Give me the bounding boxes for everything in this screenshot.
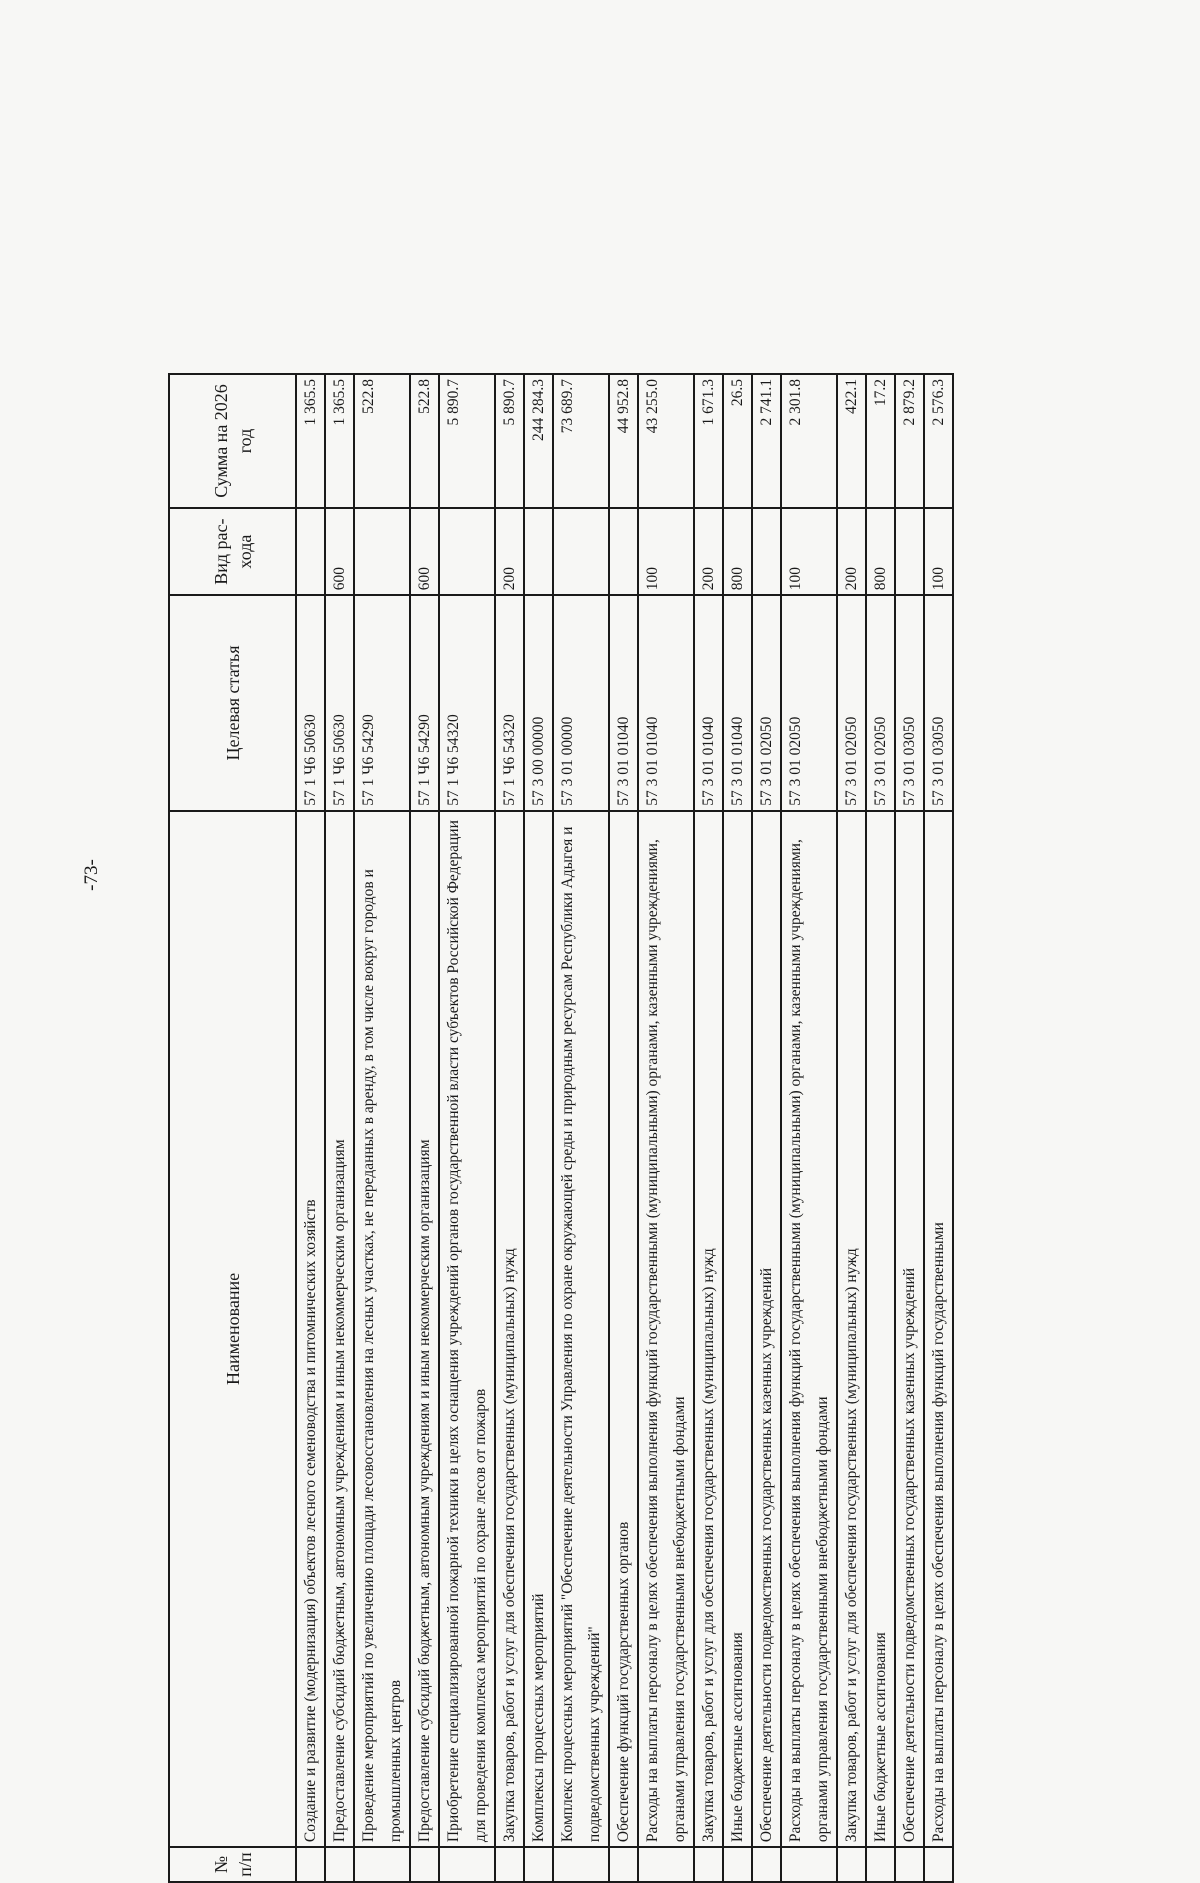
cell-sum: 44 952.8 xyxy=(609,374,638,508)
cell-code: 57 1 Ч6 50630 xyxy=(296,595,325,810)
cell-num xyxy=(638,1847,694,1882)
table-row xyxy=(694,374,723,1882)
table-row xyxy=(524,374,553,1882)
table-row xyxy=(325,374,354,1882)
cell-sum: 522.8 xyxy=(354,374,410,508)
table-row xyxy=(296,374,325,1882)
cell-name: Расходы на выплаты персоналу в целях обеспечения выполнения функций государственными (муниципальными) органами, казенными учреждениями, органами управления государственными внебюджетными фондами xyxy=(638,811,694,1847)
cell-sum: 1 671.3 xyxy=(694,374,723,508)
cell-sum: 5 890.7 xyxy=(439,374,495,508)
cell-name: Обеспечение деятельности подведомственных государственных казенных учреждений xyxy=(895,811,924,1847)
cell-type: 800 xyxy=(723,508,752,595)
cell-code: 57 3 01 00000 xyxy=(553,595,609,810)
cell-num xyxy=(524,1847,553,1882)
cell-name: Проведение мероприятий по увеличению площади лесовосстановления на лесных участках, не переданных в аренду, в том числе вокруг городов и промышленных центров xyxy=(354,811,410,1847)
cell-code: 57 3 01 03050 xyxy=(895,595,924,810)
cell-sum: 26.5 xyxy=(723,374,752,508)
cell-num xyxy=(325,1847,354,1882)
table-header-row xyxy=(169,374,296,1882)
cell-name: Закупка товаров, работ и услуг для обеспечения государственных (муниципальных) нужд xyxy=(694,811,723,1847)
cell-name: Комплекс процессных мероприятий "Обеспечение деятельности Управления по охране окружающей среды и природным ресурсам Республики Адыгея и подведомственных учреждений" xyxy=(553,811,609,1847)
cell-name: Расходы на выплаты персоналу в целях обеспечения выполнения функций государственными xyxy=(924,811,953,1847)
cell-num xyxy=(354,1847,410,1882)
cell-code: 57 3 01 03050 xyxy=(924,595,953,810)
cell-name: Закупка товаров, работ и услуг для обеспечения государственных (муниципальных) нужд xyxy=(837,811,866,1847)
cell-sum: 2 301.8 xyxy=(781,374,837,508)
cell-type xyxy=(895,508,924,595)
cell-type xyxy=(524,508,553,595)
cell-num xyxy=(837,1847,866,1882)
cell-code: 57 1 Ч6 54290 xyxy=(410,595,439,810)
cell-type: 200 xyxy=(495,508,524,595)
header-name: Наименование xyxy=(169,811,296,1847)
header-type: Вид рас- хода xyxy=(169,508,296,595)
table-row xyxy=(752,374,781,1882)
table-row xyxy=(609,374,638,1882)
cell-code: 57 1 Ч6 54320 xyxy=(495,595,524,810)
cell-num xyxy=(495,1847,524,1882)
cell-sum: 2 879.2 xyxy=(895,374,924,508)
cell-name: Обеспечение деятельности подведомственных государственных казенных учреждений xyxy=(752,811,781,1847)
cell-sum: 73 689.7 xyxy=(553,374,609,508)
table-row xyxy=(439,374,495,1882)
cell-type xyxy=(354,508,410,595)
header-code: Целевая статья xyxy=(169,595,296,810)
cell-type: 100 xyxy=(924,508,953,595)
cell-num xyxy=(553,1847,609,1882)
header-num: № п/п xyxy=(169,1847,296,1882)
cell-code: 57 1 Ч6 54320 xyxy=(439,595,495,810)
cell-num xyxy=(609,1847,638,1882)
budget-table xyxy=(168,373,954,1883)
cell-code: 57 3 01 01040 xyxy=(638,595,694,810)
header-sum: Сумма на 2026 год xyxy=(169,374,296,508)
cell-type xyxy=(609,508,638,595)
cell-name: Предоставление субсидий бюджетным, автономным учреждениям и иным некоммерческим организациям xyxy=(325,811,354,1847)
table-row xyxy=(837,374,866,1882)
cell-sum: 522.8 xyxy=(410,374,439,508)
table-row xyxy=(354,374,410,1882)
table-row xyxy=(723,374,752,1882)
page-number: -73- xyxy=(81,859,102,891)
cell-num xyxy=(752,1847,781,1882)
cell-type: 600 xyxy=(325,508,354,595)
cell-code: 57 3 01 02050 xyxy=(752,595,781,810)
cell-type xyxy=(296,508,325,595)
cell-sum: 2 741.1 xyxy=(752,374,781,508)
cell-sum: 1 365.5 xyxy=(325,374,354,508)
cell-name: Расходы на выплаты персоналу в целях обеспечения выполнения функций государственными (муниципальными) органами, казенными учреждениями, органами управления государственными внебюджетными фондами xyxy=(781,811,837,1847)
cell-code: 57 3 01 02050 xyxy=(866,595,895,810)
table-row xyxy=(495,374,524,1882)
cell-code: 57 3 01 02050 xyxy=(837,595,866,810)
table-row xyxy=(638,374,694,1882)
cell-name: Создание и развитие (модернизация) объектов лесного семеноводства и питомнических хозяйств xyxy=(296,811,325,1847)
cell-code: 57 3 01 01040 xyxy=(694,595,723,810)
cell-sum: 422.1 xyxy=(837,374,866,508)
cell-type: 200 xyxy=(694,508,723,595)
cell-code: 57 1 Ч6 54290 xyxy=(354,595,410,810)
cell-num xyxy=(410,1847,439,1882)
cell-num xyxy=(439,1847,495,1882)
cell-type: 200 xyxy=(837,508,866,595)
cell-code: 57 3 01 02050 xyxy=(781,595,837,810)
cell-type xyxy=(439,508,495,595)
cell-sum: 5 890.7 xyxy=(495,374,524,508)
table-row xyxy=(924,374,953,1882)
cell-name: Иные бюджетные ассигнования xyxy=(723,811,752,1847)
cell-num xyxy=(694,1847,723,1882)
cell-sum: 1 365.5 xyxy=(296,374,325,508)
cell-sum: 43 255.0 xyxy=(638,374,694,508)
budget-sheet xyxy=(168,373,978,1883)
cell-code: 57 1 Ч6 50630 xyxy=(325,595,354,810)
cell-name: Предоставление субсидий бюджетным, автономным учреждениям и иным некоммерческим организациям xyxy=(410,811,439,1847)
cell-type: 100 xyxy=(638,508,694,595)
cell-num xyxy=(296,1847,325,1882)
cell-num xyxy=(895,1847,924,1882)
table-row xyxy=(866,374,895,1882)
cell-type xyxy=(553,508,609,595)
cell-code: 57 3 01 01040 xyxy=(609,595,638,810)
cell-name: Обеспечение функций государственных органов xyxy=(609,811,638,1847)
cell-num xyxy=(866,1847,895,1882)
table-row xyxy=(410,374,439,1882)
table-row xyxy=(895,374,924,1882)
cell-type xyxy=(752,508,781,595)
cell-sum: 17.2 xyxy=(866,374,895,508)
cell-type: 100 xyxy=(781,508,837,595)
cell-num xyxy=(781,1847,837,1882)
cell-code: 57 3 00 00000 xyxy=(524,595,553,810)
cell-sum: 244 284.3 xyxy=(524,374,553,508)
cell-type: 600 xyxy=(410,508,439,595)
cell-name: Комплексы процессных мероприятий xyxy=(524,811,553,1847)
cell-sum: 2 576.3 xyxy=(924,374,953,508)
cell-num xyxy=(723,1847,752,1882)
table-row xyxy=(781,374,837,1882)
cell-name: Иные бюджетные ассигнования xyxy=(866,811,895,1847)
cell-num xyxy=(924,1847,953,1882)
table-row xyxy=(553,374,609,1882)
cell-code: 57 3 01 01040 xyxy=(723,595,752,810)
cell-name: Приобретение специализированной пожарной техники в целях оснащения учреждений органов государственной власти субъектов Российской Федерации для проведения комплекса мероприятий по охране лесов от пожаров xyxy=(439,811,495,1847)
cell-type: 800 xyxy=(866,508,895,595)
cell-name: Закупка товаров, работ и услуг для обеспечения государственных (муниципальных) нужд xyxy=(495,811,524,1847)
